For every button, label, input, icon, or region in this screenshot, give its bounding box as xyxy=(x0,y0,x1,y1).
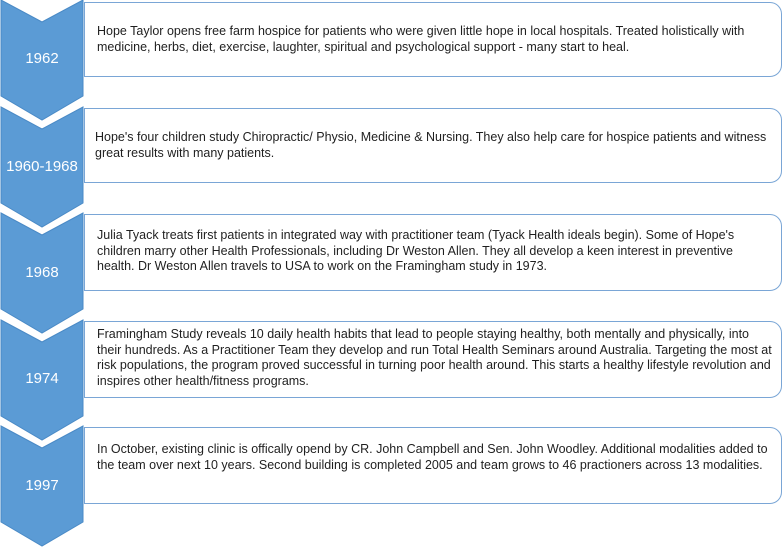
timeline-event-card xyxy=(84,214,782,291)
timeline-year: 1974 xyxy=(25,370,59,387)
timeline-year: 1960-1968 xyxy=(6,158,78,175)
timeline-year: 1968 xyxy=(25,264,59,281)
timeline-event-card xyxy=(84,427,782,504)
timeline-event-text: Hope's four children study Chiropractic/ Physio, Medicine & Nursing. They also help care for hospice patients and witness great results with many patients. xyxy=(95,130,767,160)
timeline-event-text: Julia Tyack treats first patients in integrated way with practitioner team (Tyack Health ideals begin). Some of Hope's children marry other Health Professionals, including Dr Weston Allen. They all develop a keen interest in preventive health. Dr Weston Allen travels to USA to work on the Framingham study in 1973. xyxy=(97,228,735,273)
timeline-event-card xyxy=(84,2,782,77)
timeline-event-text: Hope Taylor opens free farm hospice for patients who were given little hope in local hospitals. Treated holistically with medicine, herbs, diet, exercise, laughter, spiritual and psychological support - many start to heal. xyxy=(97,24,745,54)
timeline-event-text: In October, existing clinic is offically opend by CR. John Campbell and Sen. John Woodley. Additional modalities added to the team over next 10 years. Second building is completed 2005 and team grows to 46 practioners across 13 modalities. xyxy=(97,442,768,472)
timeline-year: 1962 xyxy=(25,50,59,67)
timeline-event-card xyxy=(84,321,782,398)
timeline-event-text: Framingham Study reveals 10 daily health habits that lead to people staying healthy, both mentally and physically, into their hundreds. As a Practitioner Team they develop and run Total Health Seminars around Australia. Targeting the most at risk populations, the program proved successful in turning poor health around. This starts a healthy lifestyle revolution and inspires other health/fitness programs. xyxy=(97,327,772,388)
timeline-event-card xyxy=(84,108,782,183)
timeline-year: 1997 xyxy=(25,477,59,494)
